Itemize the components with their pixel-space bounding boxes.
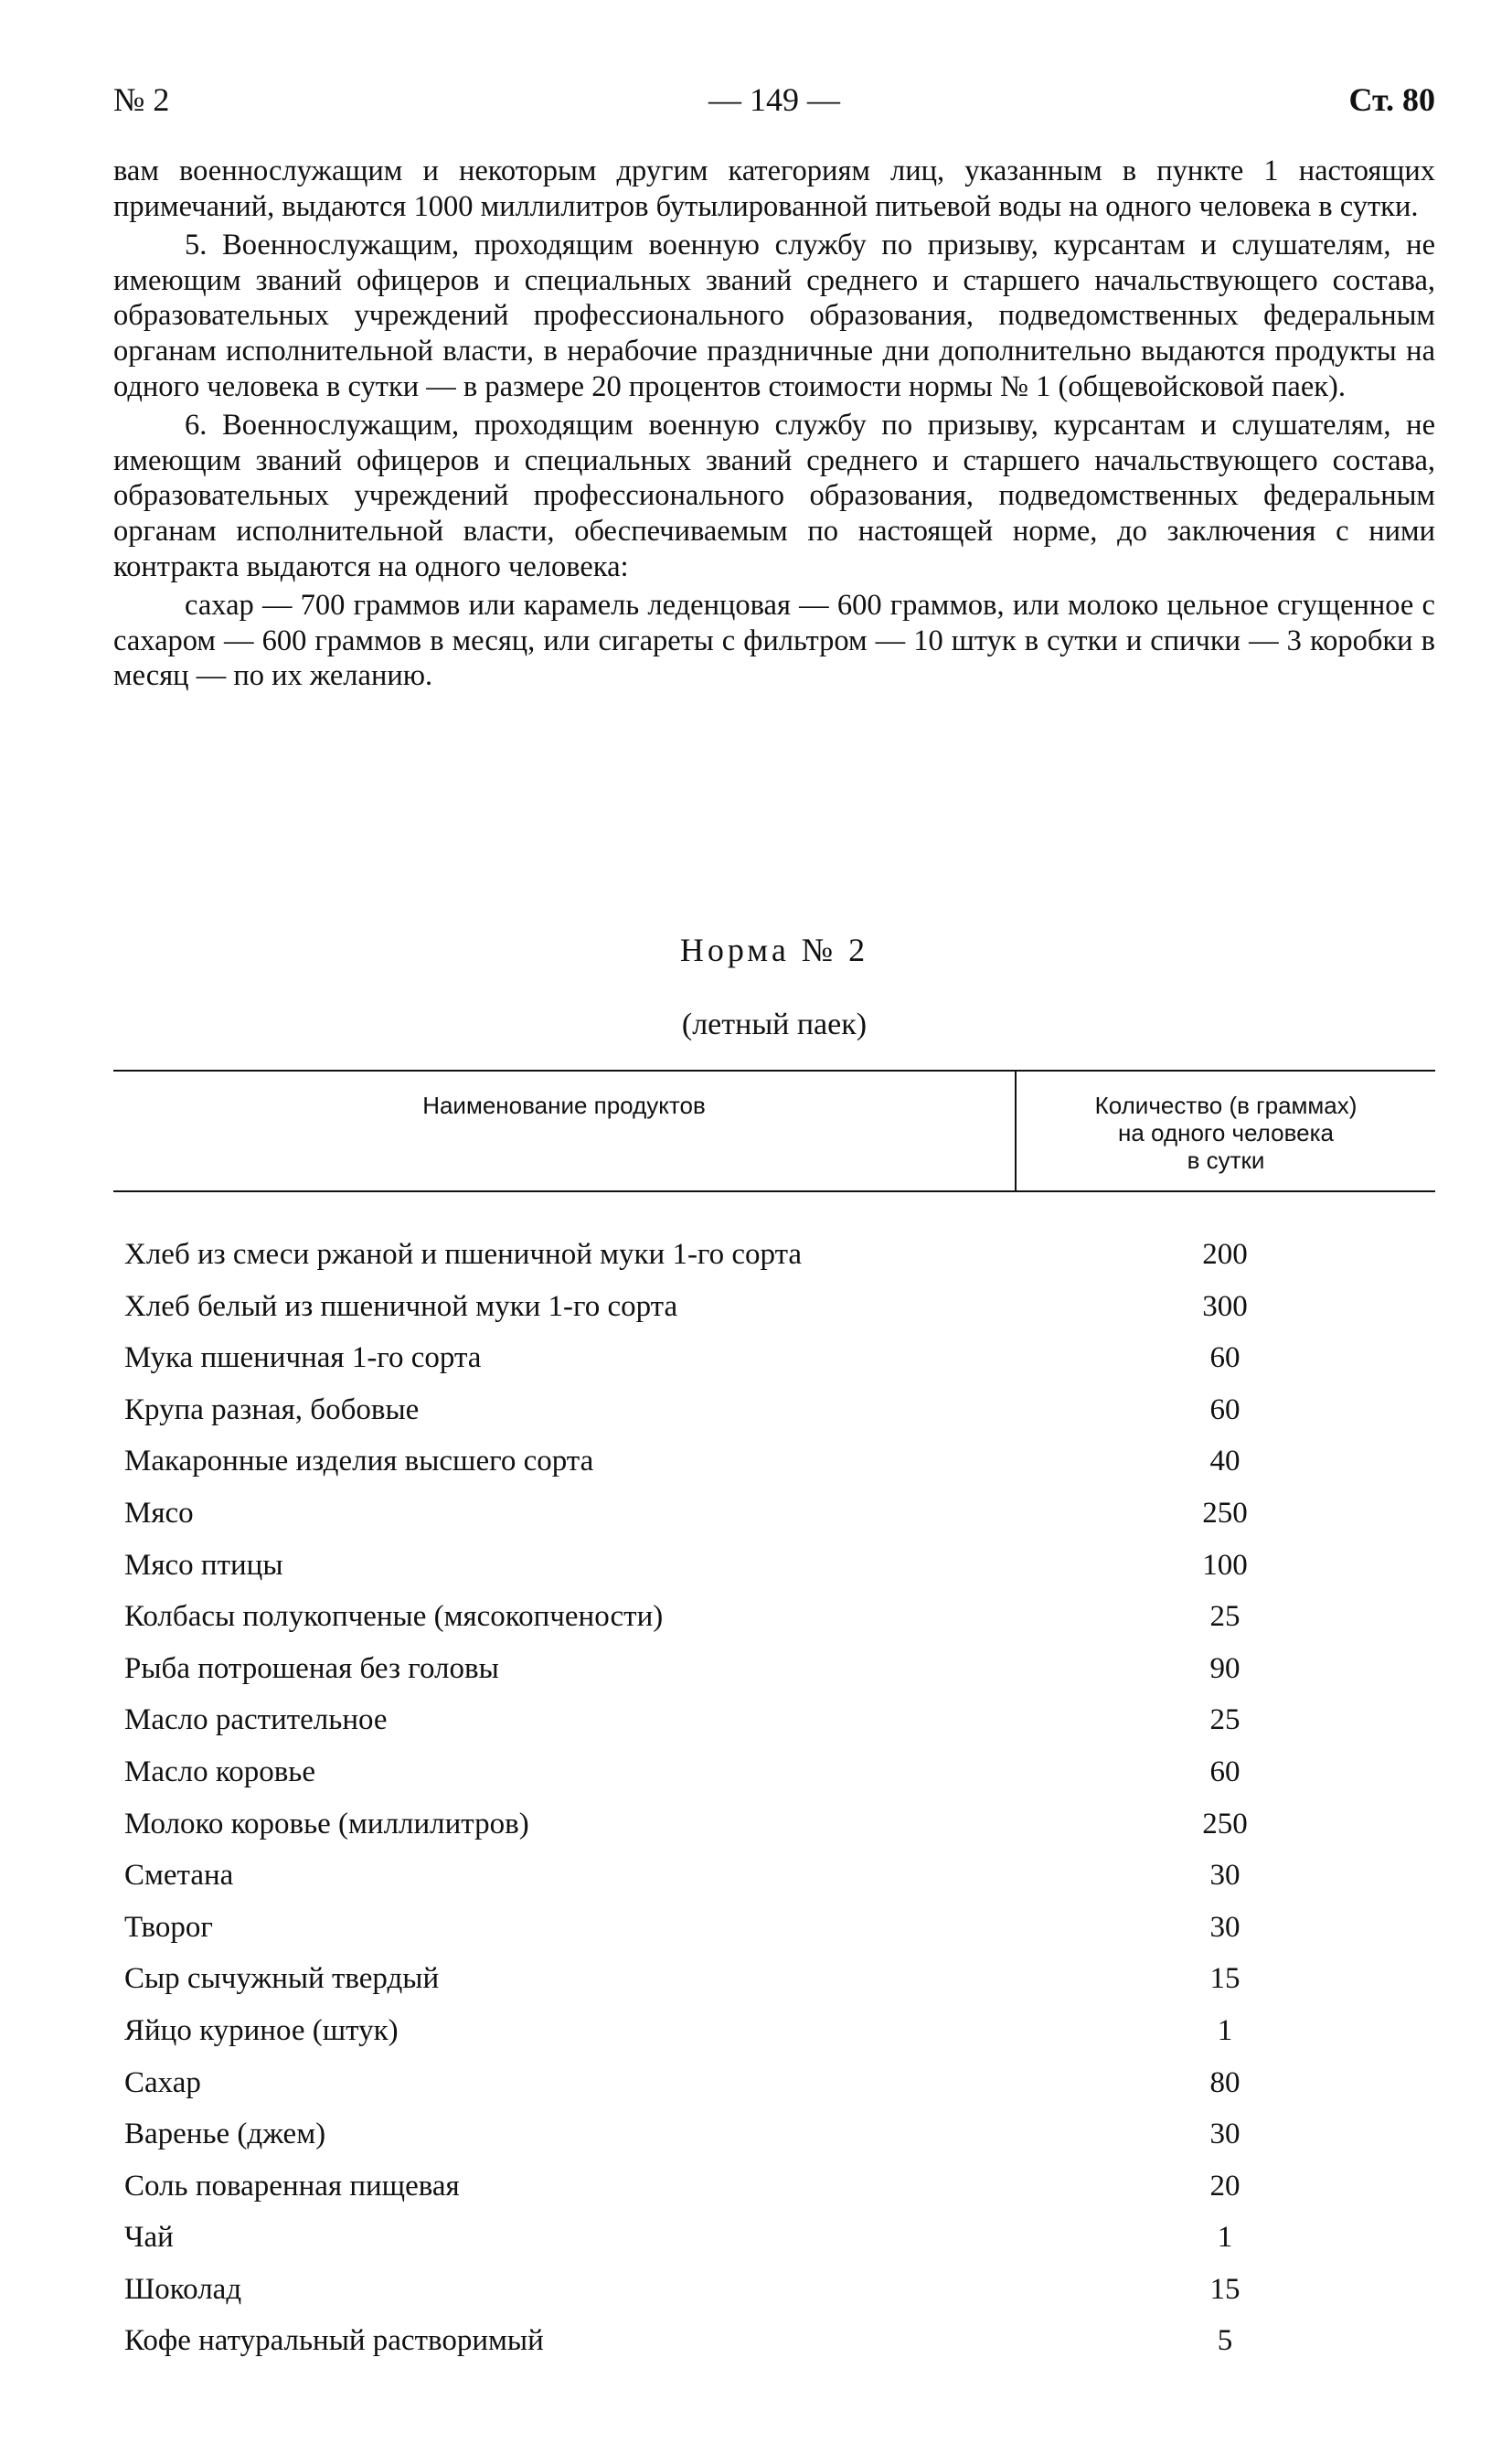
table-row	[113, 2108, 1435, 2160]
product-name: Мясо	[124, 1496, 194, 1530]
product-name: Рыба потрошеная без головы	[124, 1651, 499, 1685]
table-row	[113, 2057, 1435, 2109]
header-quantity	[1015, 1072, 1435, 1190]
product-quantity: 200	[1202, 1238, 1248, 1271]
table-row	[113, 2315, 1435, 2367]
table-row	[113, 1953, 1435, 2005]
product-quantity: 30	[1209, 1910, 1240, 1944]
table-header	[113, 1070, 1435, 1192]
table-row	[113, 1694, 1435, 1746]
product-quantity: 90	[1209, 1651, 1240, 1685]
product-name: Мясо птицы	[124, 1548, 283, 1582]
product-quantity: 100	[1202, 1548, 1248, 1582]
product-name: Мука пшеничная 1-го сорта	[124, 1341, 482, 1375]
notes-text	[113, 154, 1435, 698]
table-row	[113, 1746, 1435, 1798]
table-row	[113, 1591, 1435, 1643]
norm-subtitle: (летный паек)	[681, 1008, 868, 1041]
table-row	[113, 1229, 1435, 1281]
product-quantity: 80	[1209, 2065, 1240, 2099]
product-name: Яйцо куриное (штук)	[124, 2013, 399, 2047]
product-quantity: 250	[1202, 1496, 1248, 1530]
paragraph-continuation: вам военнослужащим и некоторым другим категориям лиц, указанным в пункте 1 настоящих примечаний, выдаются 1000 миллилитров бутылированной питьевой воды на одного человека в сутки.	[113, 155, 1435, 223]
product-quantity: 60	[1209, 1755, 1240, 1788]
product-quantity: 1	[1217, 2013, 1233, 2047]
product-quantity: 25	[1209, 1703, 1240, 1737]
product-name: Макаронные изделия высшего сорта	[124, 1445, 594, 1478]
product-quantity: 1	[1217, 2221, 1233, 2255]
table-row	[113, 2212, 1435, 2264]
product-quantity: 15	[1209, 2272, 1240, 2306]
table-row	[113, 1902, 1435, 1954]
product-quantity: 30	[1209, 1859, 1240, 1893]
table-body	[113, 1229, 1435, 2367]
product-name: Масло коровье	[124, 1755, 315, 1788]
table-row	[113, 1384, 1435, 1436]
page-header	[113, 77, 1435, 123]
product-name: Кофе натуральный растворимый	[124, 2324, 544, 2358]
header-product: Наименование продуктов	[422, 1092, 706, 1119]
product-quantity: 60	[1209, 1341, 1240, 1375]
product-name: Творог	[124, 1910, 213, 1944]
table-row	[113, 2264, 1435, 2316]
table-row	[113, 1488, 1435, 1540]
product-name: Колбасы полукопченые (мясокопчености)	[124, 1600, 664, 1634]
norm-title: Норма № 2	[679, 932, 869, 968]
table-row	[113, 1850, 1435, 1902]
product-name: Шоколад	[124, 2272, 242, 2306]
table-row	[113, 1643, 1435, 1695]
table-row	[113, 2160, 1435, 2213]
product-name: Сметана	[124, 1859, 234, 1893]
article-number: Ст. 80	[1348, 81, 1435, 118]
product-quantity: 20	[1209, 2169, 1240, 2203]
product-name: Чай	[124, 2221, 174, 2255]
paragraph-6: 6. Военнослужащим, проходящим военную службу по призыву, курсантам и слушателям, не имеющим званий офицеров и специальных званий среднего и старшего начальствующего состава, образовательных учреждений профессионального образования, подведомственных федеральным органам исполнительной власти, обеспечиваемым по настоящей норме, до заключения с ними контракта выдаются на одного человека:	[113, 409, 1435, 583]
product-name: Сыр сычужный твердый	[124, 1962, 440, 1996]
product-name: Молоко коровье (миллилитров)	[124, 1807, 529, 1840]
product-name: Масло растительное	[124, 1703, 388, 1737]
table-row	[113, 2005, 1435, 2057]
product-quantity: 25	[1209, 1600, 1240, 1634]
page-number: — 149 —	[708, 81, 840, 118]
product-name: Сахар	[124, 2065, 201, 2099]
product-quantity: 250	[1202, 1807, 1248, 1840]
product-name: Варенье (джем)	[124, 2118, 326, 2151]
table-row	[113, 1540, 1435, 1592]
product-quantity: 60	[1209, 1392, 1240, 1426]
table-row	[113, 1798, 1435, 1851]
paragraph-5: 5. Военнослужащим, проходящим военную службу по призыву, курсантам и слушателям, не имеющим званий офицеров и специальных званий среднего и старшего начальствующего состава, образовательных учреждений профессионального образования, подведомственных федеральным органам исполнительной власти, в нерабочие праздничные дни дополнительно выдаются продукты на одного человека в сутки — в размере 20 процентов стоимости нормы № 1 (общевойсковой паек).	[113, 229, 1435, 403]
product-quantity: 15	[1209, 1962, 1240, 1996]
ration-table	[113, 1070, 1435, 2367]
table-row	[113, 1435, 1435, 1488]
product-name: Соль поваренная пищевая	[124, 2169, 460, 2203]
paragraph-6-items: сахар — 700 граммов или карамель леденцовая — 600 граммов, или молоко цельное сгущенное с сахаром — 600 граммов в месяц, или сигареты с фильтром — 10 штук в сутки и спички — 3 коробки в месяц — по их желанию.	[113, 589, 1435, 693]
product-name: Хлеб белый из пшеничной муки 1-го сорта	[124, 1289, 678, 1323]
product-quantity: 5	[1217, 2324, 1233, 2358]
header-quantity-text: Количество (в граммах) на одного человека в сутки	[1094, 1092, 1358, 1174]
table-row	[113, 1332, 1435, 1384]
product-name: Хлеб из смеси ржаной и пшеничной муки 1-го сорта	[124, 1238, 803, 1271]
product-quantity: 40	[1209, 1445, 1240, 1478]
issue-number: № 2	[113, 81, 170, 118]
product-quantity: 30	[1209, 2118, 1240, 2151]
product-name: Крупа разная, бобовые	[124, 1392, 420, 1426]
product-quantity: 300	[1202, 1289, 1248, 1323]
table-row	[113, 1281, 1435, 1333]
